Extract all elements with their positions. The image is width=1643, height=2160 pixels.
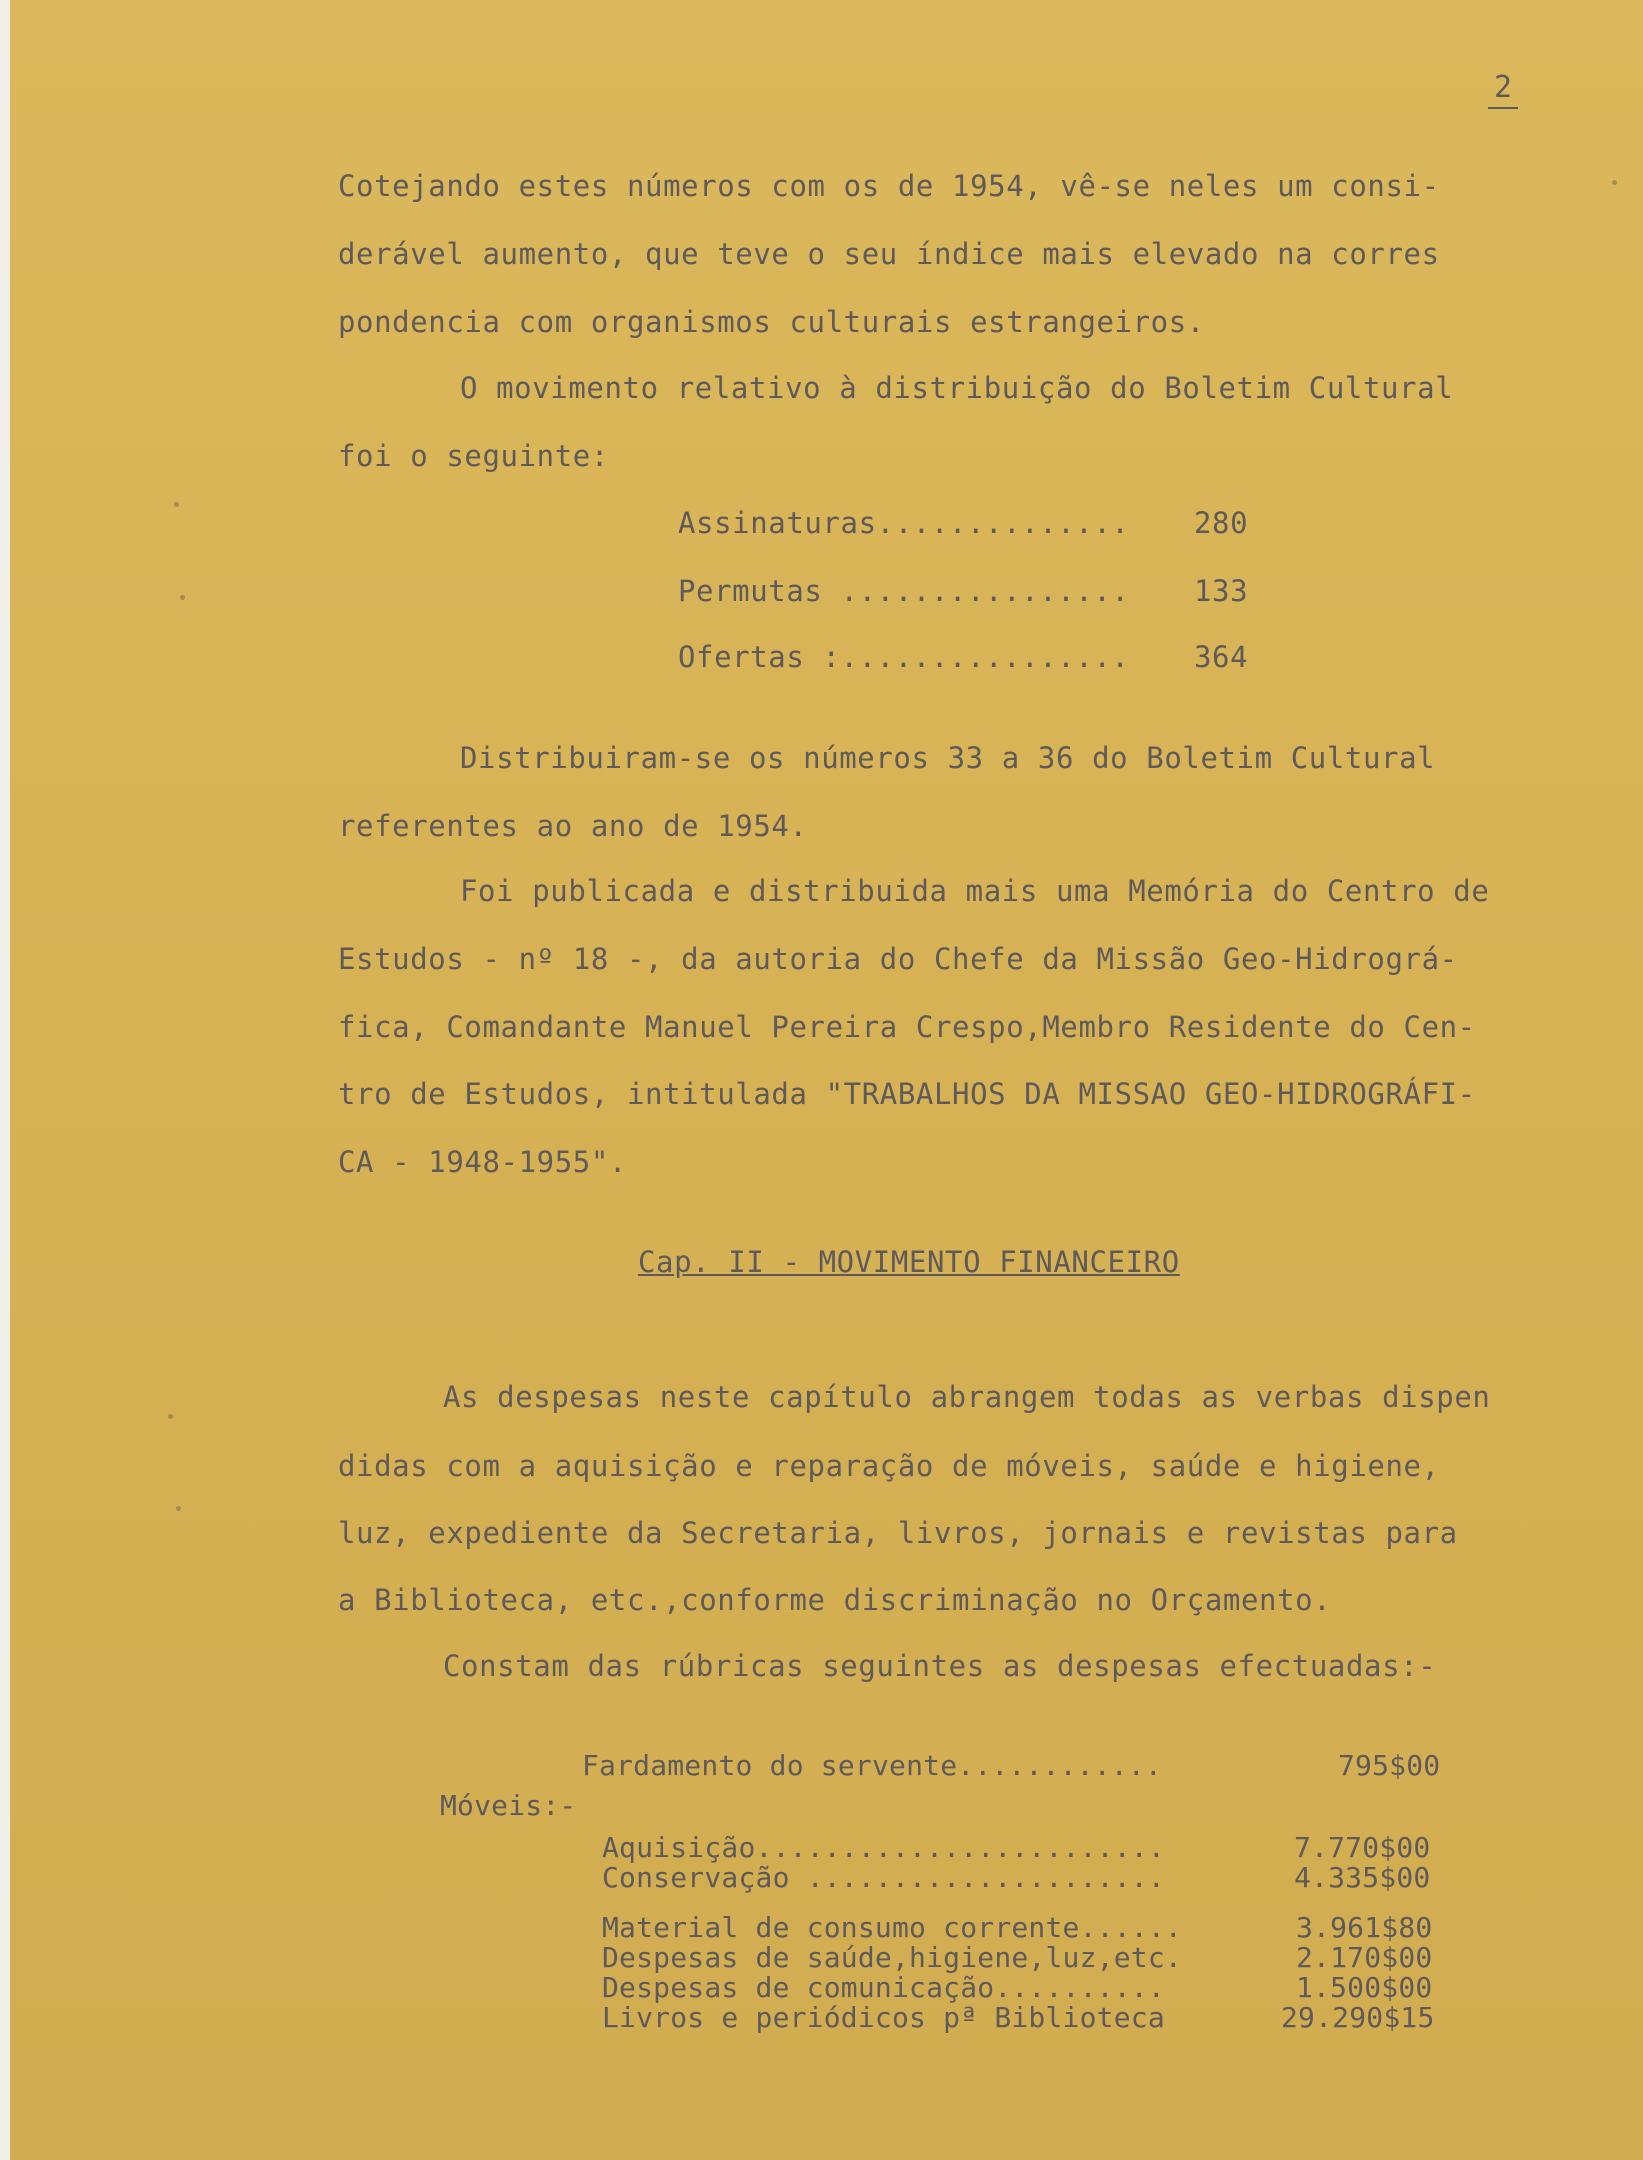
paragraph1-line: derável aumento, que teve o seu índice mais elevado na corres bbox=[338, 237, 1440, 271]
expense-label: Conservação ..................... bbox=[602, 1861, 1165, 1894]
paragraph4-line: fica, Comandante Manuel Pereira Crespo,Membro Residente do Cen- bbox=[338, 1010, 1476, 1044]
page-number: 2 bbox=[1488, 70, 1518, 109]
paragraph5-line: As despesas neste capítulo abrangem todas as verbas dispen bbox=[443, 1380, 1491, 1414]
paragraph4-line: CA - 1948-1955". bbox=[338, 1145, 627, 1179]
paragraph4-line: Estudos - nº 18 -, da autoria do Chefe da Missão Geo-Hidrográ- bbox=[338, 942, 1458, 976]
paragraph5-line: luz, expediente da Secretaria, livros, jornais e revistas para bbox=[338, 1516, 1458, 1550]
expense-label: Aquisição........................ bbox=[602, 1831, 1165, 1864]
distribution-label: Ofertas :................ bbox=[678, 640, 1130, 674]
expense-value: 2.170$00 bbox=[1296, 1941, 1433, 1974]
paper-speck bbox=[168, 1414, 173, 1419]
paragraph2-line: foi o seguinte: bbox=[338, 439, 609, 473]
expense-label: Livros e periódicos pª Biblioteca bbox=[602, 2001, 1165, 2034]
paragraph2-line: O movimento relativo à distribuição do Boletim Cultural bbox=[460, 371, 1454, 405]
paragraph5-line: a Biblioteca, etc.,conforme discriminação no Orçamento. bbox=[338, 1583, 1332, 1617]
expense-label: Despesas de saúde,higiene,luz,etc. bbox=[602, 1941, 1182, 1974]
paragraph3-line: referentes ao ano de 1954. bbox=[338, 809, 808, 843]
expense-value: 795$00 bbox=[1338, 1749, 1441, 1782]
paragraph1-line: Cotejando estes números com os de 1954, vê-se neles um consi- bbox=[338, 169, 1440, 203]
paper-speck bbox=[180, 595, 185, 600]
paragraph1-line: pondencia com organismos culturais estrangeiros. bbox=[338, 305, 1205, 339]
moveis-label: Móveis:- bbox=[440, 1789, 577, 1822]
expense-label: Fardamento do servente............ bbox=[582, 1749, 1162, 1782]
distribution-label: Assinaturas.............. bbox=[678, 506, 1130, 540]
paragraph4-line: Foi publicada e distribuida mais uma Memória do Centro de bbox=[460, 874, 1490, 908]
paper-speck bbox=[176, 1506, 181, 1511]
expense-value: 3.961$80 bbox=[1296, 1911, 1433, 1944]
paragraph3-line: Distribuiram-se os números 33 a 36 do Boletim Cultural bbox=[460, 741, 1436, 775]
page-edge bbox=[0, 0, 10, 2160]
paragraph6-line: Constam das rúbricas seguintes as despesas efectuadas:- bbox=[443, 1649, 1437, 1683]
paragraph5-line: didas com a aquisição e reparação de móveis, saúde e higiene, bbox=[338, 1449, 1440, 1483]
distribution-label: Permutas ................ bbox=[678, 574, 1130, 608]
paragraph4-line: tro de Estudos, intitulada "TRABALHOS DA MISSAO GEO-HIDROGRÁFI- bbox=[338, 1077, 1476, 1111]
expense-value: 1.500$00 bbox=[1296, 1971, 1433, 2004]
expense-value: 29.290$15 bbox=[1281, 2001, 1435, 2034]
expense-label: Material de consumo corrente...... bbox=[602, 1911, 1182, 1944]
distribution-value: 280 bbox=[1194, 506, 1249, 540]
paper-speck bbox=[1612, 180, 1617, 185]
chapter-heading: Cap. II - MOVIMENTO FINANCEIRO bbox=[638, 1245, 1180, 1279]
paper-speck bbox=[174, 502, 179, 507]
expense-label: Despesas de comunicação.......... bbox=[602, 1971, 1165, 2004]
distribution-value: 364 bbox=[1194, 640, 1249, 674]
expense-value: 4.335$00 bbox=[1294, 1861, 1431, 1894]
expense-value: 7.770$00 bbox=[1294, 1831, 1431, 1864]
distribution-value: 133 bbox=[1194, 574, 1249, 608]
